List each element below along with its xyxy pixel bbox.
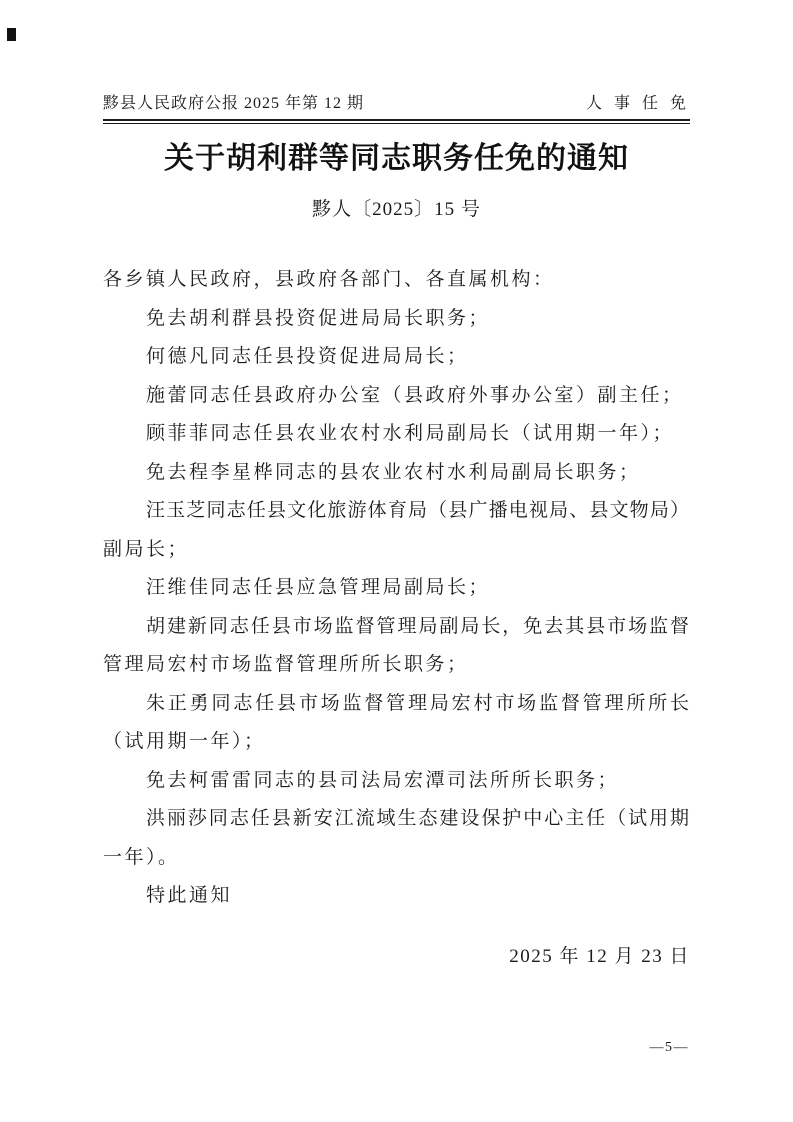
- body-line: 免去柯雷雷同志的县司法局宏潭司法所所长职务；: [146, 769, 620, 791]
- body-line: 汪维佳同志任县应急管理局副局长；: [146, 577, 491, 599]
- body-line: 顾菲菲同志任县农业农村水利局副局长（试用期一年）；: [146, 423, 675, 445]
- document-content: [103, 0, 690, 968]
- running-header: [103, 94, 690, 113]
- body-line: （试用期一年）；: [103, 731, 266, 753]
- body-line: 何德凡同志任县投资促进局局长；: [146, 346, 469, 368]
- body-line: 胡建新同志任县市场监督管理局副局长，免去其县市场监督: [146, 615, 690, 637]
- header-divider-rule: [103, 119, 690, 124]
- body-line-closing: 特此通知: [146, 885, 233, 907]
- notice-body: [103, 261, 690, 916]
- notice-title: 关于胡利群等同志职务任免的通知: [164, 142, 629, 175]
- body-line: 副局长；: [103, 538, 190, 560]
- body-line: 免去程李星桦同志的县农业农村水利局副局长职务；: [146, 461, 641, 483]
- body-line: 施蕾同志任县政府办公室（县政府外事办公室）副主任；: [146, 384, 684, 406]
- body-line-salutation: 各乡镇人民政府，县政府各部门、各直属机构：: [103, 269, 555, 291]
- body-line: 管理局宏村市场监督管理所所长职务；: [103, 654, 469, 676]
- page-number: —5—: [649, 1040, 689, 1055]
- body-line: 一年）。: [103, 846, 180, 868]
- body-line: 洪丽莎同志任县新安江流域生态建设保护中心主任（试用期: [146, 808, 690, 830]
- issue-date: 2025 年 12 月 23 日: [509, 945, 690, 967]
- body-line: 免去胡利群县投资促进局局长职务；: [146, 307, 491, 329]
- document-number: 黟人〔2025〕15 号: [312, 199, 481, 221]
- header-section-label: 人 事 任 免: [585, 95, 690, 112]
- body-line: 朱正勇同志任县市场监督管理局宏村市场监督管理所所长: [146, 692, 690, 714]
- scan-artifact-mark: [7, 28, 16, 41]
- header-publication-title: 黟县人民政府公报 2025 年第 12 期: [103, 95, 365, 112]
- body-line: 汪玉芝同志任县文化旅游体育局（县广播电视局、县文物局）: [146, 500, 690, 522]
